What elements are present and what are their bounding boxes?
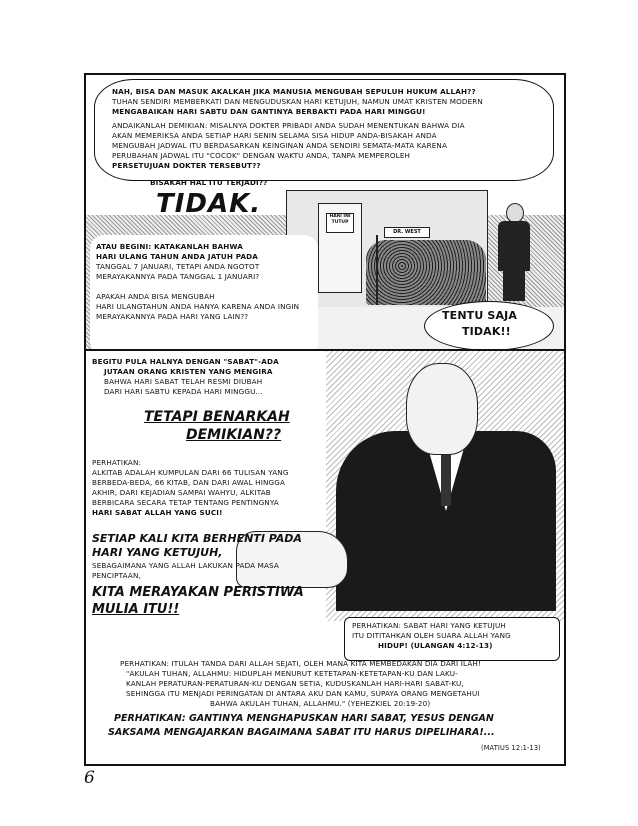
final-line2: SAKSAMA MENGAJARKAN BAGAIMANA SABAT ITU HARUS DIPELIHARA!... [108, 727, 495, 738]
comic-panel-sabbath [84, 349, 566, 766]
rest-line2: HARI YANG KETUJUH, [92, 546, 223, 559]
text-p2-line3: MENGUBAH JADWAL ITU BERDASARKAN KEINGINAN ANDA SENDIRI SEMATA-MATA KARENA [112, 141, 448, 150]
text-p4-line2: HARI ULANGTAHUN ANDA HANYA KARENA ANDA INGIN [96, 302, 300, 311]
man-figure [496, 203, 532, 303]
reply-line2: TIDAK!! [462, 325, 511, 338]
note-label: PERHATIKAN: [92, 458, 142, 467]
intro-line3: BAHWA HARI SABAT TELAH RESMI DIUBAH [104, 377, 263, 386]
note-line2: BERBEDA-BEDA, 66 KITAB, DAN DARI AWAL HINGGA [92, 478, 286, 487]
rest-line3: SEBAGAIMANA YANG ALLAH LAKUKAN PADA MASA [92, 561, 279, 570]
hedge-bushes [366, 240, 486, 305]
text-p4-line1: APAKAH ANDA BISA MENGUBAH [96, 292, 215, 301]
closed-sign [326, 213, 354, 233]
celebrate-line2: MULIA ITU!! [92, 602, 180, 617]
text-p3-line1: ATAU BEGINI: KATAKANLAH BAHWA [96, 242, 243, 251]
speaker-head [406, 363, 478, 455]
door-plate: DR. WEST [384, 227, 430, 238]
question-text: BISAKAH HAL ITU TERJADI?? [150, 178, 268, 187]
man-head [506, 203, 524, 223]
headline-line1: TETAPI BENARKAH [144, 409, 290, 425]
note-line1: ALKITAB ADALAH KUMPULAN DARI 66 TULISAN YANG [92, 468, 289, 477]
headline-line2: DEMIKIAN?? [186, 427, 282, 443]
wide-line5: BAHWA AKULAH TUHAN, ALLAHMU." (YEHEZKIEL 20:19-20) [210, 699, 431, 708]
celebrate-line1: KITA MERAYAKAN PERISTIWA [92, 585, 304, 600]
final-ref: (MATIUS 12:1-13) [481, 744, 541, 752]
note-line4: BERBICARA SECARA TETAP TENTANG PENTINGNYA [92, 498, 279, 507]
text-p1-line2: TUHAN SENDIRI MEMBERKATI DAN MENGUDUSKAN HARI KETUJUH, NAMUN UMAT KRISTEN MODERN [112, 97, 483, 106]
rest-line4: PENCIPTAAN, [92, 571, 141, 580]
speaker-tie [441, 446, 451, 506]
text-p3-line4: MERAYAKANNYA PADA TANGGAL 1 JANUARI? [96, 272, 260, 281]
text-p1-line1: NAH, BISA DAN MASUK AKALKAH JIKA MANUSIA MENGUBAH SEPULUH HUKUM ALLAH?? [112, 87, 476, 96]
sign-post [376, 235, 378, 305]
text-p2-line2: AKAN MEMERIKSA ANDA SETIAP HARI SENIN SELAMA SISA HIDUP ANDA-BISAKAH ANDA [112, 131, 437, 140]
reply-line1: TENTU SAJA [442, 309, 518, 322]
intro-line4: DARI HARI SABTU KEPADA HARI MINGGU... [104, 387, 263, 396]
closed-sign-line2: TUTUP [331, 220, 349, 225]
final-line1: PERHATIKAN: GANTINYA MENGHAPUSKAN HARI SABAT, YESUS DENGAN [114, 713, 494, 724]
text-p2-line1: ANDAIKANLAH DEMIKIAN: MISALNYA DOKTER PRIBADI ANDA SUDAH MENENTUKAN BAHWA DIA [112, 121, 465, 130]
text-p2-line5: PERSETUJUAN DOKTER TERSEBUT?? [112, 161, 261, 170]
intro-line1: BEGITU PULA HALNYA DENGAN "SABAT"-ADA [92, 357, 279, 366]
right-line1: PERHATIKAN: SABAT HARI YANG KETUJUH [352, 621, 506, 630]
right-line3: HIDUP! (ULANGAN 4:12-13) [378, 641, 493, 650]
answer-tidak: TIDAK. [156, 189, 262, 219]
wide-line1: PERHATIKAN: ITULAH TANDA DARI ALLAH SEJATI, OLEH MANA KITA MEMBEDAKAN DIA DARI ILAH! [120, 659, 481, 668]
wide-line3: KANLAH PERATURAN-PERATURAN-KU DENGAN SETIA, KUDUSKANLAH HARI-HARI SABAT-KU, [126, 679, 464, 688]
page-number: 6 [84, 768, 95, 788]
wide-line4: SEHINGGA ITU MENJADI PERINGATAN DI ANTARA AKU DAN KAMU, SUPAYA ORANG MENGETAHUI [126, 689, 480, 698]
text-p2-line4: PERUBAHAN JADWAL ITU "COCOK" DENGAN WAKTU ANDA, TANPA MEMPEROLEH [112, 151, 411, 160]
intro-line2: JUTAAN ORANG KRISTEN YANG MENGIRA [104, 367, 273, 376]
closed-sign-line1: HARI INI [329, 214, 351, 219]
right-line2: ITU DITITAHKAN OLEH SUARA ALLAH YANG [352, 631, 511, 640]
rest-line1: SETIAP KALI KITA BERHENTI PADA [92, 532, 302, 545]
text-p3-line3: TANGGAL 7 JANUARI, TETAPI ANDA NGOTOT [96, 262, 260, 271]
note-line3: AKHIR, DARI KEJADIAN SAMPAI WAHYU, ALKITAB [92, 488, 271, 497]
comic-panel-doctor [84, 73, 566, 360]
text-p4-line3: MERAYAKANNYA PADA HARI YANG LAIN?? [96, 312, 249, 321]
wide-line2: "AKULAH TUHAN, ALLAHMU: HIDUPLAH MENURUT KETETAPAN-KETETAPAN-KU DAN LAKU- [126, 669, 458, 678]
man-legs [503, 271, 525, 301]
text-p1-line3: MENGABAIKAN HARI SABTU DAN GANTINYA BERBAKTI PADA HARI MINGGU! [112, 107, 426, 116]
text-p3-line2: HARI ULANG TAHUN ANDA JATUH PADA [96, 252, 259, 261]
note-line5: HARI SABAT ALLAH YANG SUCI! [92, 508, 223, 517]
man-suit [498, 221, 530, 271]
